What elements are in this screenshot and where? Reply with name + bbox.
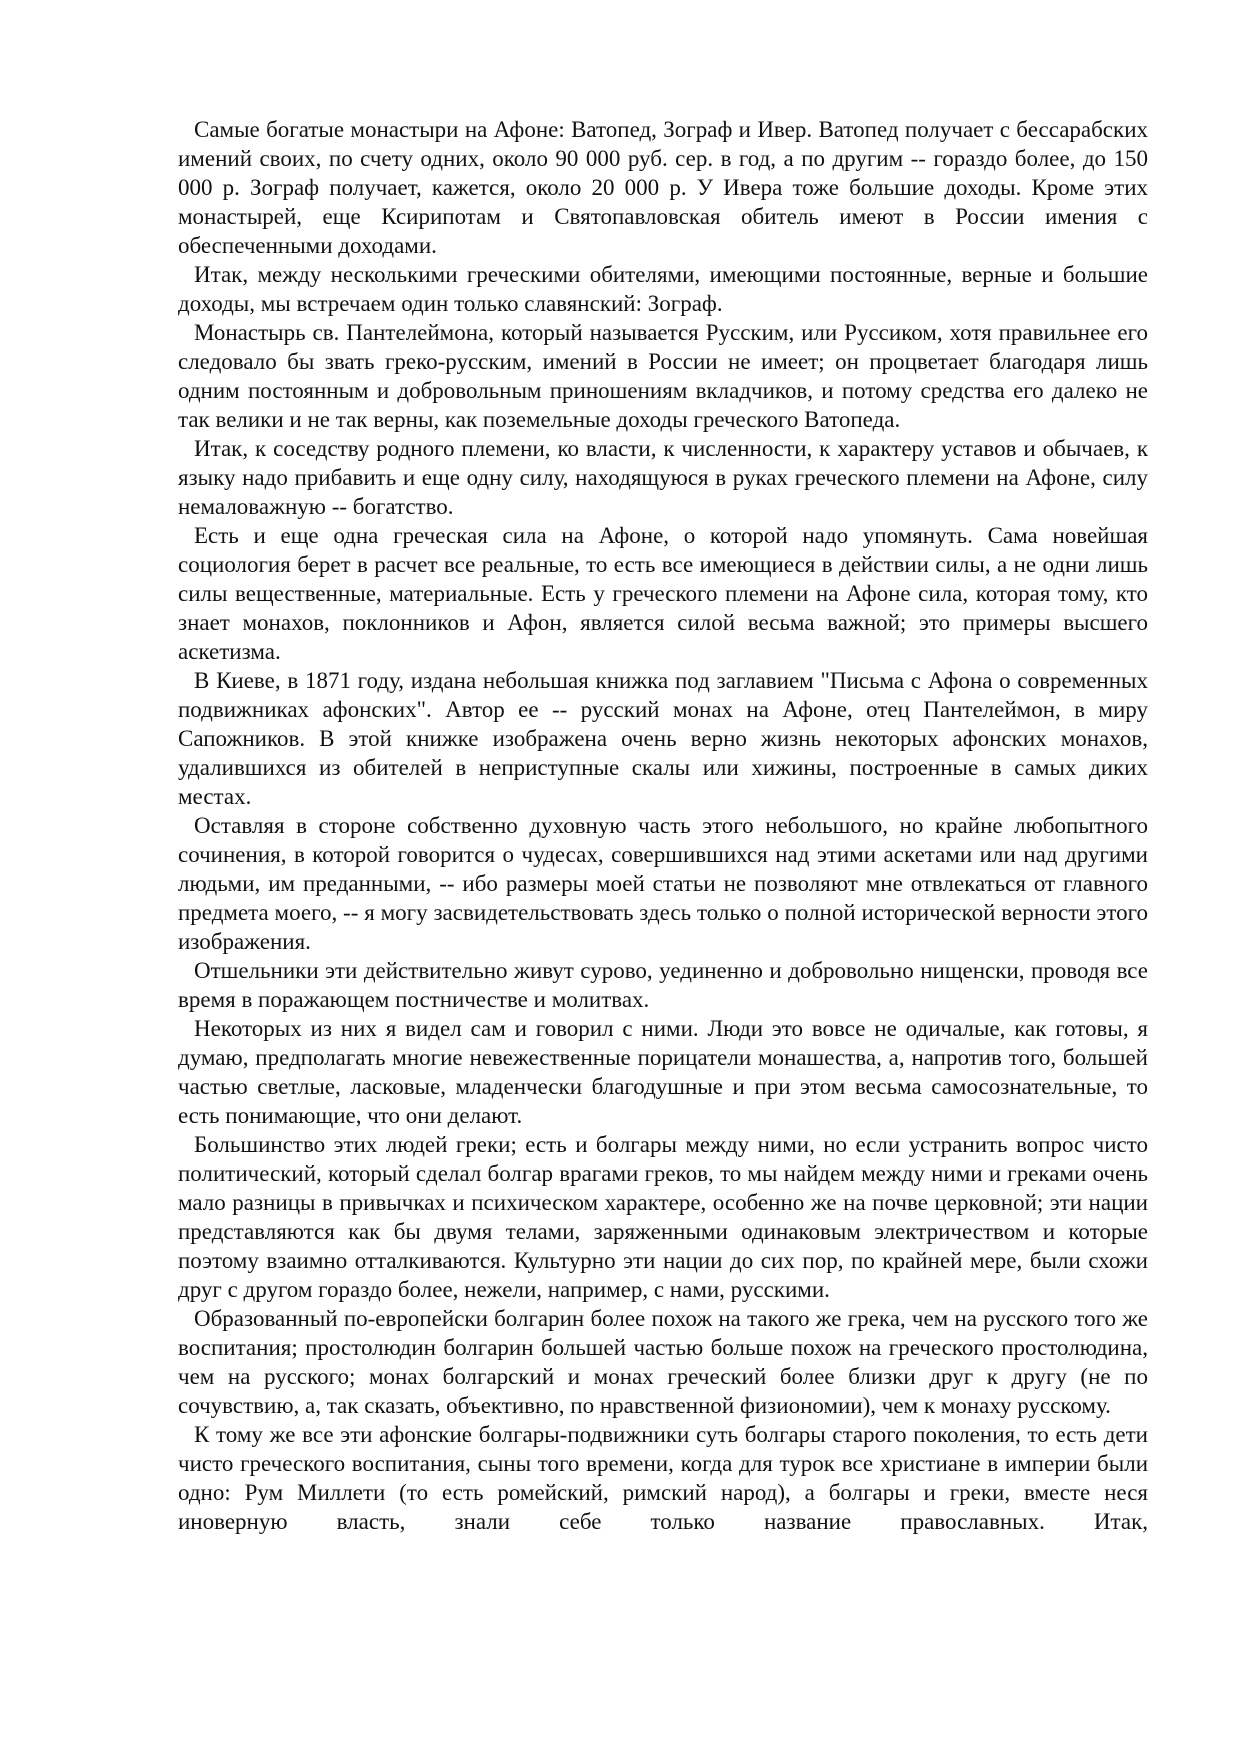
paragraph-zograf-only-slavic: Итак, между несколькими греческими обителями, имеющими постоянные, верные и большие доходы, мы встречаем один только славянский: Зограф. xyxy=(178,262,1148,316)
paragraph-panteleimon-monastery: Монастырь св. Пантелеймона, который называется Русским, или Руссиком, хотя правильнее его следовало бы звать греко-русским, имений в России не имеет; он процветает благодаря лишь одним постоянным и добровольным приношениям вкладчиков, и потому средства его далеко не так велики и не так верны, как поземельные доходы греческого Ватопеда. xyxy=(178,320,1148,432)
document-body xyxy=(178,115,1148,1536)
paragraph-old-generation: К тому же все эти афонские болгары-подвижники суть болгары старого поколения, то есть дети чисто греческого воспитания, сыны того времени, когда для турок все христиане в империи были одно: Рум Миллети (то есть ромейский, римский народ), а болгары и греки, вместе неся иноверную власть, знали себе только название православных. Итак, xyxy=(178,1422,1148,1534)
paragraph-richest-monasteries: Самые богатые монастыри на Афоне: Ватопед, Зограф и Ивер. Ватопед получает с бессарабских имений своих, по счету одних, около 90 000 руб. сер. в год, а по другим -- гораздо более, до 150 000 р. Зограф получает, кажется, около 20 000 р. У Ивера тоже большие доходы. Кроме этих монастырей, еще Ксирипотам и Святопавловская обитель имеют в России имения с обеспеченными доходами. xyxy=(178,117,1148,258)
paragraph-personal-encounters: Некоторых из них я видел сам и говорил с ними. Люди это вовсе не одичалые, как готовы, я думаю, предполагать многие невежественные порицатели монашества, а, напротив того, большей частью светлые, ласковые, младенчески благодушные и при этом весьма самосознательные, то есть понимающие, что они делают. xyxy=(178,1016,1148,1128)
paragraph-wealth-force: Итак, к соседству родного племени, ко власти, к численности, к характеру уставов и обычаев, к языку надо прибавить и еще одну силу, находящуюся в руках греческого племени на Афоне, силу немаловажную -- богатство. xyxy=(178,436,1148,519)
paragraph-kiev-book: В Киеве, в 1871 году, издана небольшая книжка под заглавием "Письма с Афона о современных подвижниках афонских". Автор ее -- русский монах на Афоне, отец Пантелеймон, в миру Сапожников. В этой книжке изображена очень верно жизнь некоторых афонских монахов, удалившихся из обителей в неприступные скалы или хижины, построенные в самых диких местах. xyxy=(178,668,1148,809)
paragraph-greeks-and-bulgarians: Большинство этих людей греки; есть и болгары между ними, но если устранить вопрос чисто политический, который сделал болгар врагами греков, то мы найдем между ними и греками очень мало разницы в привычках и психическом характере, особенно же на почве церковной; эти нации представляются как бы двумя телами, заряженными одинаковым электричеством и которые поэтому взаимно отталкиваются. Культурно эти нации до сих пор, по крайней мере, были схожи друг с другом гораздо более, нежели, например, с нами, русскими. xyxy=(178,1132,1148,1302)
paragraph-historical-fidelity: Оставляя в стороне собственно духовную часть этого небольшого, но крайне любопытного сочинения, в которой говорится о чудесах, совершившихся над этими аскетами или над другими людьми, им преданными, -- ибо размеры моей статьи не позволяют мне отвлекаться от главного предмета моего, -- я могу засвидетельствовать здесь только о полной исторической верности этого изображения. xyxy=(178,813,1148,954)
paragraph-asceticism-force: Есть и еще одна греческая сила на Афоне, о которой надо упомянуть. Сама новейшая социология берет в расчет все реальные, то есть все имеющиеся в действии силы, а не одни лишь силы вещественные, материальные. Есть у греческого племени на Афоне сила, которая тому, кто знает монахов, поклонников и Афон, является силой весьма важной; это примеры высшего аскетизма. xyxy=(178,523,1148,664)
paragraph-hermits-life: Отшельники эти действительно живут сурово, уединенно и добровольно нищенски, проводя все время в поражающем постничестве и молитвах. xyxy=(178,958,1148,1012)
paragraph-educated-bulgarian: Образованный по-европейски болгарин более похож на такого же грека, чем на русского того же воспитания; простолюдин болгарин большей частью больше похож на греческого простолюдина, чем на русского; монах болгарский и монах греческий более близки друг к другу (не по сочувствию, а, так сказать, объективно, по нравственной физиономии), чем к монаху русскому. xyxy=(178,1306,1148,1418)
